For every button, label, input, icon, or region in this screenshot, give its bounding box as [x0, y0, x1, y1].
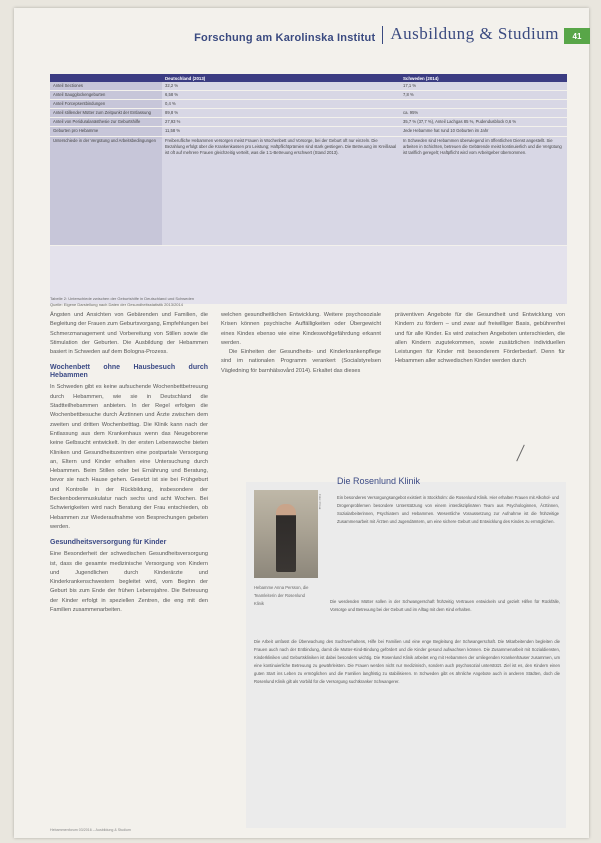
table-cell: Anteil stillender Mütter zum Zeitpunkt der Entlassung: [50, 109, 162, 118]
table-cell: Anteil von Periduralanästhesie zur Geburtshilfe: [50, 118, 162, 127]
page-number: 41: [564, 28, 590, 44]
clinic-infobox: [246, 468, 566, 828]
table-row: [50, 136, 567, 245]
comparison-table: [50, 74, 567, 246]
section-heading: Gesundheitsversorgung für Kinder: [50, 539, 167, 547]
table-row: [50, 118, 567, 127]
photo-caption: Hebamme Anna Persson, die Teamleiterin der Rosenlund Klinik: [254, 585, 309, 606]
caption-line: Tabelle 2: Unterschiede zwischen der Geburtshilfe in Deutschland und Schweden: [50, 296, 195, 301]
pen-mark: [516, 445, 525, 462]
table-header-cell: Schweden (2014): [400, 74, 567, 82]
header-right-title: Ausbildung & Studium: [390, 24, 559, 43]
table-cell: 32,2 %: [162, 82, 400, 91]
table-cell: 0,4 %: [162, 100, 400, 109]
comparison-table-box: [50, 74, 567, 304]
person-figure: [276, 504, 296, 572]
text-column-2: [221, 311, 381, 376]
table-cell: 11,58 %: [162, 127, 400, 136]
table-cell: Anteil Saugglockengeburten: [50, 91, 162, 100]
table-cell: Jede Hebamme hat rund 10 Geburten im Jahr: [400, 127, 567, 136]
document-page: [14, 8, 589, 838]
table-cell: [400, 100, 567, 109]
paragraph: Eine Besonderheit der schwedischen Gesundheitsversorgung ist, dass die gesamte medizinische Versorgung von Kindern und Jugendlichen durch Kinderärzte und Kinderkrankenschwestern begleitet wird, vom Beginn der Geburt bis zum Ende der frühen Lebensjahre. Die Betreuung der Kinder erfolgt in speziellen Zentren, die eng mit den Familien zusammenarbeiten.: [50, 551, 208, 614]
table-header-cell: [50, 74, 162, 82]
table-row: [50, 127, 567, 136]
photo-credit: Foto: Privat: [318, 494, 322, 510]
infobox-title: Die Rosenlund Klinik: [337, 476, 421, 486]
table-cell: Geburten pro Hebamme: [50, 127, 162, 136]
table-cell: 6,58 %: [162, 91, 400, 100]
table-cell: 27,93 %: [162, 118, 400, 127]
paragraph: welchen gesundheitlichen Entwicklung. Weitere psychosoziale Krisen können psychische Auffälligkeiten oder Übergewicht eines Kindes ebenso wie eine Kindeswohlgefährdung erkannt werden.: [221, 312, 381, 346]
header-separator: [382, 26, 383, 44]
table-row: [50, 109, 567, 118]
table-cell: 89,8 %: [162, 109, 400, 118]
table-cell: ca. 95%: [400, 109, 567, 118]
table-cell: 17,1 %: [400, 82, 567, 91]
paragraph: Die Einheiten der Gesundheits- und Kinderkrankenpflege sind im nationalen Programm verankert (Socialstyrelsen Vägledning för barnhälsovård 2014). Erkaltet das dieses: [221, 349, 381, 374]
table-row: [50, 82, 567, 91]
paragraph: In Schweden gibt es keine aufsuchende Wochenbettbetreuung durch Hebammen, wie sie in Deutschland die Stadtteilhebammen anbieten. In der Regel erfolgen die Wochenbettbesuche durch Ärztinnen und Ärzte zwischen dem zweiten und dritten Wochenbetttag. Die Klinik kann nach der Entlassung aus dem Krankenhaus wenn das Neugeborene keine Gelbsucht entwickelt. In der ersten Lebenswoche bieten Kliniken und Gesundheitszentren eine postpartale Versorgung an, Eltern und Kinder erhalten eine Untersuchung durch Hebammen. Beim Stillen oder bei Ernährung und Beratung, bevor sie nach Hause gehen. Gesetzt ist sie bei Frühgeburt und Kontrolle in der Rückbildung, insbesondere der Beckenbodenmuskulatur nach sechs und acht Wochen. Bei Schwierigkeiten wird nach Beratung der Frau entschieden, ob Hebammen zur Wiederaufnahme von Besprechungen gebeten werden.: [50, 384, 208, 530]
infobox-text: Ein besonderes Versorgungsangebot existiert in Stockholm: die Rosenlund Klinik. Hier erhalten Frauen mit Alkohol- und Drogenproblemen besondere Unterstützung von einem interdisziplinären Team aus Psychologinnen, Ärztinnen, Sozialarbeiterinnen, Psychiatern und Hebammen. Wesentliche Voraussetzung zur Aufnahme ist die frühzeitige Zusammenarbeit mit Ärzten und Jugendämtern, um eine sichere Geburt und Entwicklung des Kindes zu ermöglichen.: [337, 495, 559, 524]
table-cell: Anteil Forcepsentbindungen: [50, 100, 162, 109]
table-cell: Freiberufliche Hebammen versorgen meist Frauen in Wochenbett und Vorsorge, bei der Geburt oft nur einzeln. Die Bezahlung erfolgt über die Krankenkassen pro Leistung; Haftpflichtprämien sind stark gestiegen. Die Betreuung im Kreißsaal ist oft auf mehrere Frauen gleichzeitig verteilt, was die 1:1-Betreuung erschwert (Stand 2013).: [162, 136, 400, 245]
table-cell: 35,7 % (37,7 %), Anteil Lachgas 85 %, Pudendusblock 0,6 %: [400, 118, 567, 127]
table-header-cell: Deutschland (2013): [162, 74, 400, 82]
section-heading: Wochenbett ohne Hausbesuch durch Hebammen: [50, 364, 208, 380]
table-caption: [50, 296, 410, 308]
table-cell: Anteil Sectiones: [50, 82, 162, 91]
table-cell: Unterschiede in der Vergütung und Arbeitsbedingungen: [50, 136, 162, 245]
page-header: [194, 24, 559, 44]
table-row: [50, 91, 567, 100]
text-column-1: [50, 311, 208, 615]
table-cell: In Schweden sind Hebammen überwiegend im öffentlichen Dienst angestellt. Sie arbeiten in Schichten, betreuen die Gebärende meist kontinuierlich und die Vergütung ist tariflich geregelt; Haftpflicht wird vom Arbeitgeber übernommen.: [400, 136, 567, 245]
infobox-text: Die Arbeit umfasst die Überwachung des Suchtverhaltens, Hilfe bei Familien und eine enge Begleitung der Schwangerschaft. Die Mitarbeitenden begleiten die Frauen auch nach der Entbindung, damit die Mutter-Kind-Bindung gefördert und die Kinder gesund aufwachsen können. Die Zusammenarbeit mit Sozialdiensten, Kinderkliniken und Geburtskliniken ist dabei besonders wichtig. Die Rosenlund Klinik arbeitet eng mit Hebammen der umliegenden Krankenhäuser zusammen, um eine kontinuierliche Betreuung zu gewährleisten. Die Frauen werden nicht nur medizinisch, sondern auch psychosozial unterstützt. Ziel ist es, den Kindern einen guten Start ins Leben zu ermöglichen und die Familien langfristig zu stabilisieren. In Schweden gibt es ähnliche Angebote auch in anderen Städten, doch die Rosenlund Klinik gilt als Vorbild für die Versorgung suchtkranker Schwangerer.: [254, 639, 560, 684]
table-row: [50, 100, 567, 109]
caption-source: Quelle: Eigene Darstellung nach Daten der Gesundheitsstatistik 2013/2014: [50, 302, 183, 307]
paragraph: Ängsten und Ansichten von Gebärenden und Familien, die Begleitung der Frauen zum Geburtsvorgang, Empfehlungen bei Schmerzmanagement und Vorbereitung von Stillen sowie die Stimulation der Geburten. Die Ausbildung der Hebammen basiert in Schweden auf dem Bologna-Prozess.: [50, 312, 208, 356]
paragraph: präventiven Angebote für die Gesundheit und Entwicklung von Kindern zu fördern – und zwar auf freiwilliger Basis, gebührenfrei und für alle Kinder. Es wird zwischen Angeboten unterschieden, die allen Kindern zugutekommen, sowie zusätzlichen individuellen Leistungen für Kinder mit besonderem Förderbedarf. Denn für Hebammen aller schwedischen Kinder werden durch: [395, 312, 565, 365]
infobox-text: Die werdenden Mütter sollen in der Schwangerschaft frühzeitig Vertrauen entwickeln und gezielt Hilfen für Rückfälle, Vorsorge und Betreuung bei der Geburt und im Alltag mit dem Kind erhalten.: [330, 599, 560, 612]
text-column-3: [395, 311, 565, 367]
page-footer: Hebammenforum 03/2016 – Ausbildung & Studium: [50, 828, 131, 832]
table-cell: 7,8 %: [400, 91, 567, 100]
table-header-row: [50, 74, 567, 82]
header-left-title: Forschung am Karolinska Institut: [194, 32, 376, 44]
portrait-photo: [254, 490, 318, 578]
